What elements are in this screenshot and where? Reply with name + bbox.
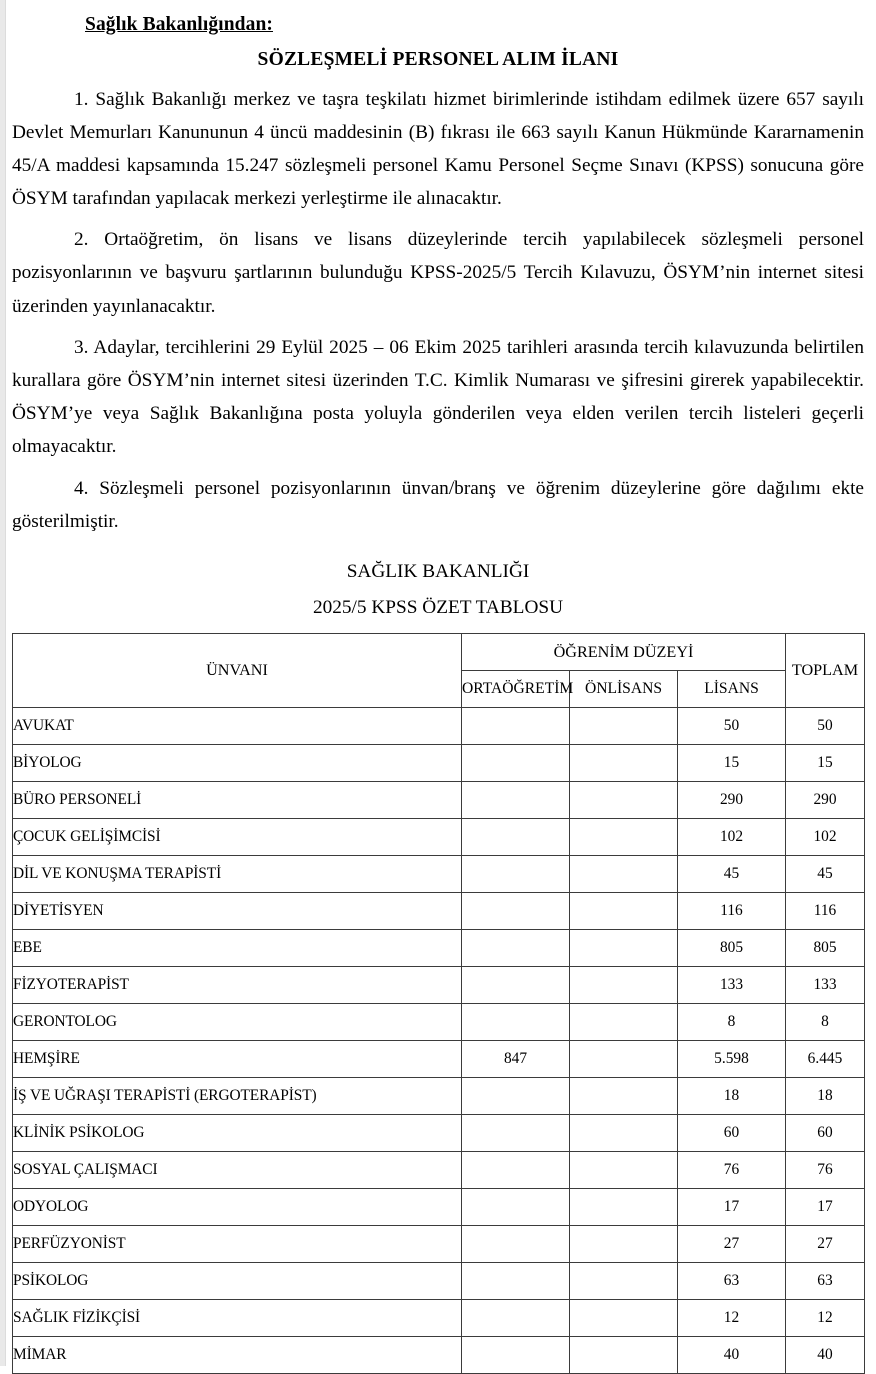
header-unvani: ÜNVANI xyxy=(13,634,462,708)
cell-unvani: SAĞLIK FİZİKÇİSİ xyxy=(13,1300,462,1337)
cell-unvani: DİL VE KONUŞMA TERAPİSTİ xyxy=(13,856,462,893)
header-ortaogretim: ORTAÖĞRETİM xyxy=(462,671,570,708)
cell-unvani: BÜRO PERSONELİ xyxy=(13,782,462,819)
table-caption-line-2: 2025/5 KPSS ÖZET TABLOSU xyxy=(312,597,564,619)
cell-onlisans xyxy=(570,1041,678,1078)
cell-toplam: 133 xyxy=(786,967,865,1004)
table-row xyxy=(13,1263,865,1300)
cell-unvani: DİYETİSYEN xyxy=(13,893,462,930)
cell-ortaogretim xyxy=(462,1226,570,1263)
cell-ortaogretim xyxy=(462,1078,570,1115)
cell-lisans: 45 xyxy=(678,856,786,893)
cell-lisans: 76 xyxy=(678,1152,786,1189)
cell-unvani: PSİKOLOG xyxy=(13,1263,462,1300)
cell-lisans: 27 xyxy=(678,1226,786,1263)
cell-unvani: AVUKAT xyxy=(13,708,462,745)
cell-unvani: GERONTOLOG xyxy=(13,1004,462,1041)
summary-table xyxy=(12,633,865,1374)
cell-ortaogretim xyxy=(462,1115,570,1152)
table-row xyxy=(13,893,865,930)
cell-onlisans xyxy=(570,1152,678,1189)
paragraph-2: 2. Ortaöğretim, ön lisans ve lisans düzeylerinde tercih yapılabilecek sözleşmeli personel pozisyonlarının ve başvuru şartlarının bulunduğu KPSS-2025/5 Tercih Kılavuzu, ÖSYM’nin internet sitesi üzerinden yayınlanacaktır. xyxy=(12,229,864,317)
header-ogrenim-duzeyi: ÖĞRENİM DÜZEYİ xyxy=(462,634,786,671)
table-row xyxy=(13,930,865,967)
cell-toplam: 45 xyxy=(786,856,865,893)
cell-lisans: 290 xyxy=(678,782,786,819)
cell-onlisans xyxy=(570,1115,678,1152)
cell-toplam: 63 xyxy=(786,1263,865,1300)
cell-unvani: PERFÜZYONİST xyxy=(13,1226,462,1263)
cell-unvani: KLİNİK PSİKOLOG xyxy=(13,1115,462,1152)
cell-lisans: 12 xyxy=(678,1300,786,1337)
cell-onlisans xyxy=(570,856,678,893)
cell-ortaogretim xyxy=(462,782,570,819)
cell-lisans: 805 xyxy=(678,930,786,967)
cell-onlisans xyxy=(570,930,678,967)
header-onlisans: ÖNLİSANS xyxy=(570,671,678,708)
cell-ortaogretim xyxy=(462,819,570,856)
page-title: SÖZLEŞMELİ PERSONEL ALIM İLANI xyxy=(257,49,619,71)
cell-toplam: 12 xyxy=(786,1300,865,1337)
header-lisans: LİSANS xyxy=(678,671,786,708)
cell-lisans: 60 xyxy=(678,1115,786,1152)
cell-unvani: SOSYAL ÇALIŞMACI xyxy=(13,1152,462,1189)
cell-lisans: 116 xyxy=(678,893,786,930)
cell-unvani: İŞ VE UĞRAŞI TERAPİSTİ (ERGOTERAPİST) xyxy=(13,1078,462,1115)
cell-onlisans xyxy=(570,1226,678,1263)
summary-table-body xyxy=(13,708,865,1374)
cell-ortaogretim xyxy=(462,1337,570,1374)
cell-lisans: 102 xyxy=(678,819,786,856)
table-row xyxy=(13,1337,865,1374)
cell-unvani: MİMAR xyxy=(13,1337,462,1374)
cell-unvani: ÇOCUK GELİŞİMCİSİ xyxy=(13,819,462,856)
table-row xyxy=(13,1300,865,1337)
cell-toplam: 290 xyxy=(786,782,865,819)
cell-onlisans xyxy=(570,893,678,930)
cell-lisans: 50 xyxy=(678,708,786,745)
cell-onlisans xyxy=(570,967,678,1004)
cell-unvani: EBE xyxy=(13,930,462,967)
cell-onlisans xyxy=(570,1337,678,1374)
cell-ortaogretim xyxy=(462,856,570,893)
table-row xyxy=(13,1189,865,1226)
cell-toplam: 15 xyxy=(786,745,865,782)
cell-ortaogretim xyxy=(462,745,570,782)
cell-toplam: 76 xyxy=(786,1152,865,1189)
paragraph-1: 1. Sağlık Bakanlığı merkez ve taşra teşkilatı hizmet birimlerinde istihdam edilmek üzere 657 sayılı Devlet Memurları Kanununun 4 üncü maddesinin (B) fıkrası ile 663 sayılı Kanun Hükmünde Kararnamenin 45/A maddesi kapsamında 15.247 sözleşmeli personel Kamu Personel Seçme Sınavı (KPSS) sonucuna göre ÖSYM tarafından yapılacak merkezi yerleştirme ile alınacaktır. xyxy=(12,88,864,210)
cell-lisans: 40 xyxy=(678,1337,786,1374)
summary-table-wrapper xyxy=(12,633,864,1374)
summary-table-head xyxy=(13,634,865,708)
paragraph-4: 4. Sözleşmeli personel pozisyonlarının ünvan/branş ve öğrenim düzeylerine göre dağılımı ekte gösterilmiştir. xyxy=(12,477,864,532)
table-row xyxy=(13,708,865,745)
cell-onlisans xyxy=(570,782,678,819)
cell-unvani: ODYOLOG xyxy=(13,1189,462,1226)
cell-ortaogretim xyxy=(462,1300,570,1337)
cell-lisans: 18 xyxy=(678,1078,786,1115)
cell-unvani: HEMŞİRE xyxy=(13,1041,462,1078)
cell-onlisans xyxy=(570,1004,678,1041)
cell-toplam: 40 xyxy=(786,1337,865,1374)
cell-toplam: 27 xyxy=(786,1226,865,1263)
cell-onlisans xyxy=(570,1300,678,1337)
cell-onlisans xyxy=(570,708,678,745)
table-row xyxy=(13,745,865,782)
header-toplam: TOPLAM xyxy=(786,634,865,708)
cell-toplam: 50 xyxy=(786,708,865,745)
cell-onlisans xyxy=(570,1078,678,1115)
cell-ortaogretim xyxy=(462,1189,570,1226)
cell-lisans: 8 xyxy=(678,1004,786,1041)
table-caption-line-1: SAĞLIK BAKANLIĞI xyxy=(346,560,530,582)
cell-lisans: 63 xyxy=(678,1263,786,1300)
cell-ortaogretim: 847 xyxy=(462,1041,570,1078)
cell-onlisans xyxy=(570,819,678,856)
cell-ortaogretim xyxy=(462,1004,570,1041)
table-row xyxy=(13,1226,865,1263)
cell-ortaogretim xyxy=(462,967,570,1004)
cell-ortaogretim xyxy=(462,708,570,745)
paragraph-3: 3. Adaylar, tercihlerini 29 Eylül 2025 – 06 Ekim 2025 tarihleri arasında tercih kılavuzunda belirtilen kurallara göre ÖSYM’nin internet sitesi üzerinden T.C. Kimlik Numarası ve şifresini girerek yapabilecektir. ÖSYM’ye veya Sağlık Bakanlığına posta yoluyla gönderilen veya elden verilen tercih listeleri geçerli olmayacaktır. xyxy=(12,336,864,458)
cell-unvani: BİYOLOG xyxy=(13,745,462,782)
cell-lisans: 5.598 xyxy=(678,1041,786,1078)
cell-ortaogretim xyxy=(462,893,570,930)
cell-unvani: FİZYOTERAPİST xyxy=(13,967,462,1004)
table-row xyxy=(13,967,865,1004)
table-header-row-top xyxy=(13,634,865,671)
table-row xyxy=(13,782,865,819)
table-row xyxy=(13,1115,865,1152)
cell-toplam: 116 xyxy=(786,893,865,930)
document-body xyxy=(12,0,864,1374)
cell-ortaogretim xyxy=(462,1152,570,1189)
issuer-heading: Sağlık Bakanlığından: xyxy=(85,14,273,35)
cell-onlisans xyxy=(570,1189,678,1226)
cell-ortaogretim xyxy=(462,1263,570,1300)
cell-toplam: 17 xyxy=(786,1189,865,1226)
cell-lisans: 15 xyxy=(678,745,786,782)
cell-toplam: 18 xyxy=(786,1078,865,1115)
table-row xyxy=(13,1004,865,1041)
cell-lisans: 17 xyxy=(678,1189,786,1226)
cell-toplam: 805 xyxy=(786,930,865,967)
table-row xyxy=(13,1152,865,1189)
table-row xyxy=(13,856,865,893)
cell-toplam: 6.445 xyxy=(786,1041,865,1078)
cell-lisans: 133 xyxy=(678,967,786,1004)
cell-onlisans xyxy=(570,1263,678,1300)
table-row xyxy=(13,1078,865,1115)
cell-toplam: 8 xyxy=(786,1004,865,1041)
cell-toplam: 60 xyxy=(786,1115,865,1152)
table-row xyxy=(13,819,865,856)
cell-ortaogretim xyxy=(462,930,570,967)
cell-onlisans xyxy=(570,745,678,782)
cell-toplam: 102 xyxy=(786,819,865,856)
table-row xyxy=(13,1041,865,1078)
